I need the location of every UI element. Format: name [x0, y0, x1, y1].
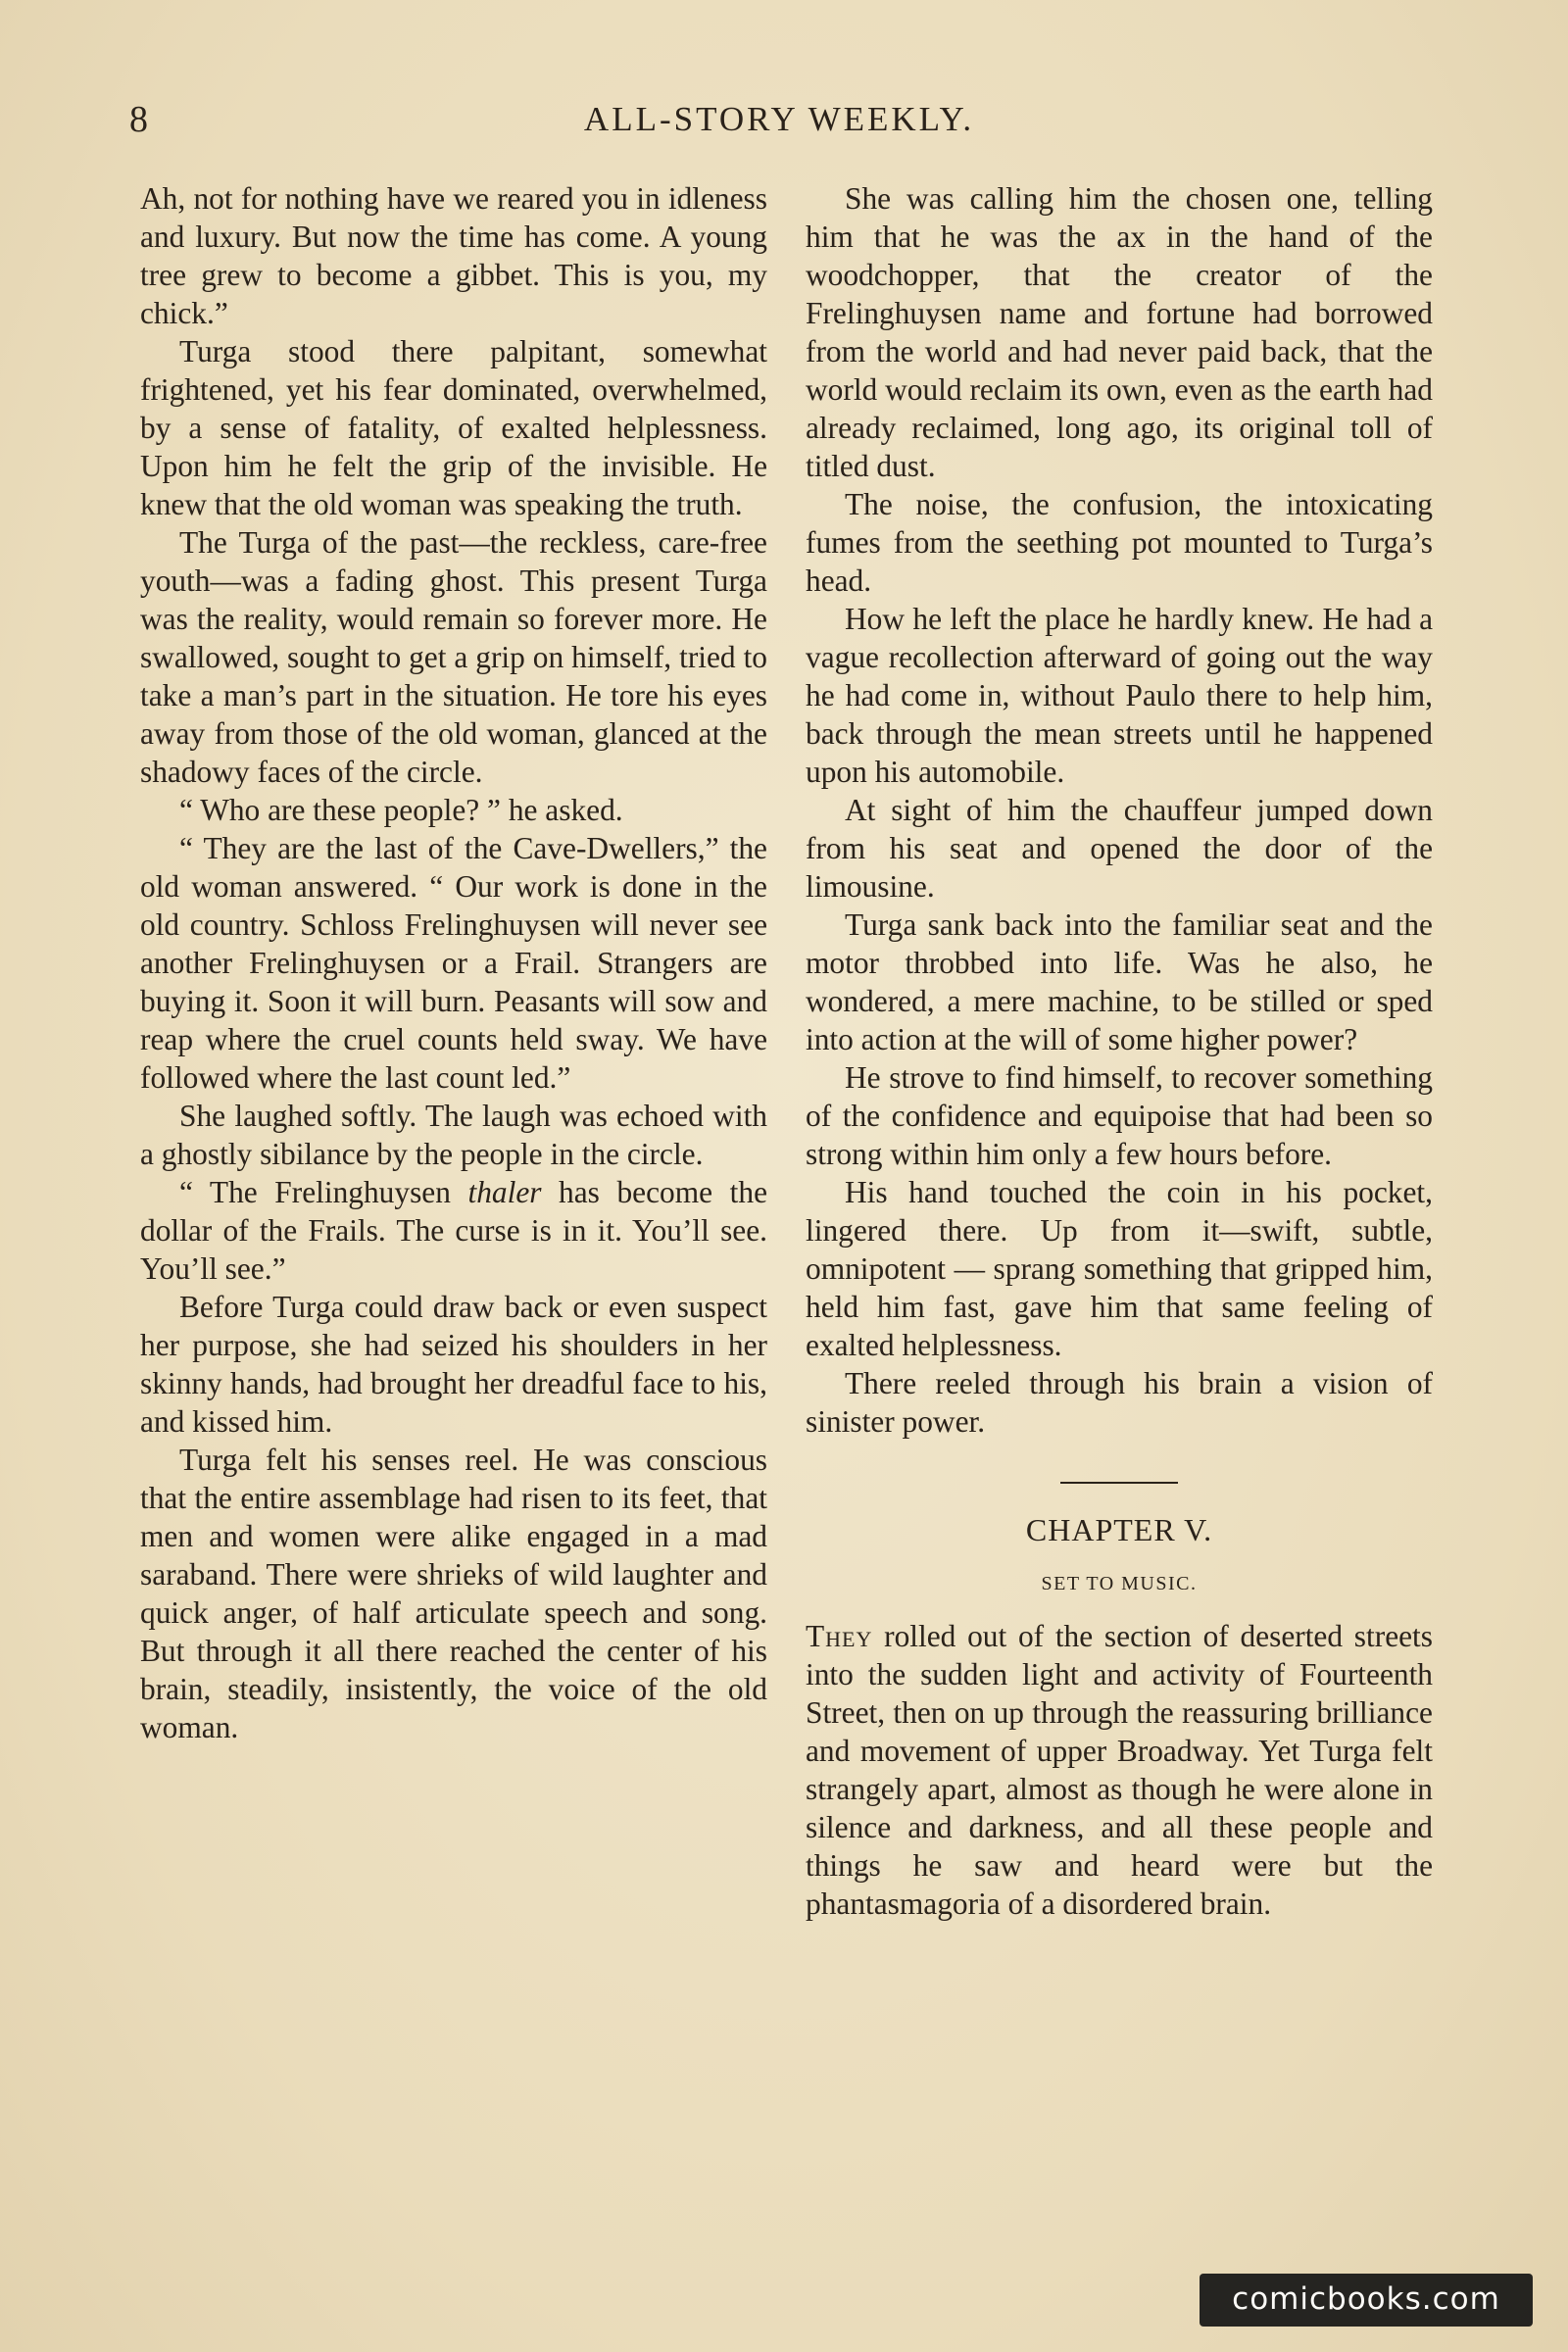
paragraph: Turga felt his senses reel. He was conscious that the entire assemblage had risen to its feet, that men and women were alike engaged in a mad saraband. There were shrieks of wild laughter and quick anger, of half articulate speech and song. But through it all there reached the center of his brain, steadily, insistently, the voice of the old woman. — [140, 1443, 767, 1744]
paragraph: How he left the place he hardly knew. He had a vague recollection afterward of going out the way he had come in, without Paulo there to help him, back through the mean streets until he happened upon his automobile. — [806, 602, 1433, 789]
text-run: “ The Frelinghuysen — [179, 1175, 468, 1209]
italic-word: thaler — [467, 1175, 542, 1209]
paragraph: “ They are the last of the Cave-Dwellers,” the old woman answered. “ Our work is done in the old country. Schloss Frelinghuysen will never see another Frelinghuysen or a Frail. Strangers are buying it. Soon it will burn. Peasants will sow and reap where the cruel counts held sway. We have followed where the last count led.” — [140, 831, 767, 1095]
watermark-badge — [1200, 2274, 1533, 2327]
text-run: has become the dollar of the Frails. The curse is in it. You’ll see. You’ll see.” — [140, 1175, 767, 1286]
paragraph: His hand touched the coin in his pocket, lingered there. Up from it—swift, subtle, omnipotent — sprang something that gripped him, held him fast, gave him that same feeling of exalted helplessness. — [806, 1175, 1433, 1362]
paragraph: The noise, the confusion, the intoxicating fumes from the seething pot mounted to Turga’s head. — [806, 487, 1433, 598]
chapter-subtitle: SET TO MUSIC. — [1041, 1573, 1198, 1594]
paragraph: He strove to find himself, to recover something of the confidence and equipoise that had been so strong within him only a few hours before. — [806, 1060, 1433, 1171]
right-column — [806, 179, 1433, 1923]
paragraph — [140, 1173, 767, 1288]
lead-word: They — [806, 1619, 873, 1653]
text-run: rolled out of the section of deserted streets into the sudden light and activity of Fourteenth Street, then on up through the reassuring brilliance and movement of upper Broadway. Yet Turga felt strangely apart, almost as though he were alone in silence and darkness, and all these people and things he saw and heard were but the phantasmagoria of a disordered brain. — [806, 1619, 1433, 1921]
chapter-divider-rule — [1060, 1482, 1178, 1484]
paragraph: The Turga of the past—the reckless, care-free youth—was a fading ghost. This present Turga was the reality, would remain so forever more. He swallowed, sought to get a grip on himself, tried to take a man’s part in the situation. He tore his eyes away from those of the old woman, glanced at the shadowy faces of the circle. — [140, 525, 767, 789]
paragraph: “ Who are these people? ” he asked. — [179, 793, 623, 827]
left-column — [140, 179, 767, 1746]
page-number: 8 — [129, 99, 148, 140]
paragraph: There reeled through his brain a vision of sinister power. — [806, 1366, 1433, 1439]
paragraph: Ah, not for nothing have we reared you in idleness and luxury. But now the time has come. A young tree grew to become a gibbet. This is you, my chick.” — [140, 181, 767, 330]
page-header — [127, 98, 1431, 157]
running-title: ALL-STORY WEEKLY. — [583, 100, 975, 138]
paragraph: Before Turga could draw back or even suspect her purpose, she had seized his shoulders in her skinny hands, had brought her dreadful face to his, and kissed him. — [140, 1290, 767, 1439]
paragraph: She was calling him the chosen one, telling him that he was the ax in the hand of the woodchopper, that the creator of the Frelinghuysen name and fortune had borrowed from the world and had never paid back, that the world would reclaim its own, even as the earth had already reclaimed, long ago, its original toll of titled dust. — [806, 181, 1433, 483]
chapter-heading: CHAPTER V. — [1025, 1512, 1213, 1547]
paragraph: Turga sank back into the familiar seat and the motor throbbed into life. Was he also, he wondered, a mere machine, to be stilled or sped into action at the will of some higher power? — [806, 907, 1433, 1056]
paragraph — [806, 1617, 1433, 1923]
paragraph: At sight of him the chauffeur jumped down from his seat and opened the door of the limousine. — [806, 793, 1433, 904]
paragraph: She laughed softly. The laugh was echoed with a ghostly sibilance by the people in the circle. — [140, 1099, 767, 1171]
watermark-text: comicbooks.com — [1232, 2281, 1500, 2317]
paragraph: Turga stood there palpitant, somewhat frightened, yet his fear dominated, overwhelmed, by a sense of fatality, of exalted helplessness. Upon him he felt the grip of the invisible. He knew that the old woman was speaking the truth. — [140, 334, 767, 521]
